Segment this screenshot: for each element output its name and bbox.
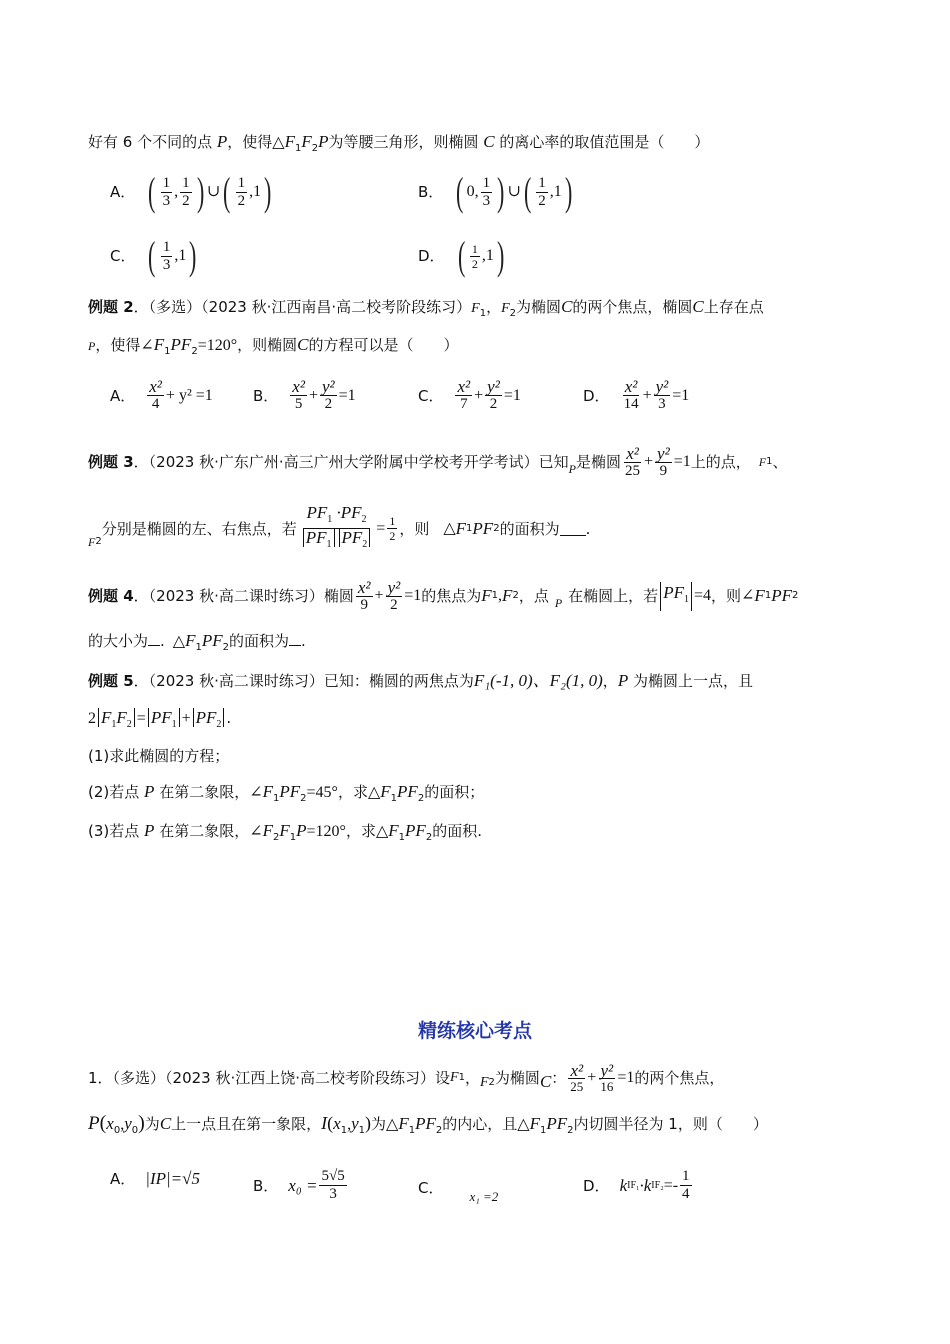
option-label: D． bbox=[418, 247, 445, 265]
p: P bbox=[318, 132, 329, 151]
var-p: P bbox=[216, 132, 228, 151]
ex2-line-1: 例题 2．（多选）（2023 秋·江西南昌·高二校考阶段练习）$F_1$，$F_2$为椭圆C的两个焦点，椭圆C上存在点 bbox=[88, 297, 764, 319]
ex5-q2: (2)若点 P 在第二象限，$\angle F_1PF_2=45^\circ$，求$\triangle F_1PF_2$的面积； bbox=[88, 782, 485, 804]
intro-option-b: B． ( 0 , $\frac{1}{3}$ ) ∪ ( $\frac{1}{2}$ , 1 ) bbox=[418, 169, 573, 214]
ex2-option-c: C． $\frac{\text{x²}}{7}$ + $\frac{\text{y²}}{2}$ =1 bbox=[418, 377, 521, 412]
option-label: B． bbox=[418, 183, 444, 201]
section-title: 精练核心考点 bbox=[417, 1020, 532, 1042]
ex5-line-1: 例题 5．（2023 秋·高二课时练习）已知：椭圆的两焦点为F₁(-1, 0)、F₂(1, 0)，P 为椭圆上一点，且 bbox=[88, 671, 753, 690]
ex3-line-2: F 2 分别是椭圆的左、右焦点，若 $\frac{PF_1 \cdot PF_2}{PF_1 PF_2}$ = $\frac{1}{2}$ ，则 △ F 1 PF 2 的面积为 . bbox=[88, 503, 591, 550]
f1: F bbox=[284, 132, 295, 151]
intro-text-a: 好有 6 个不同的点 bbox=[88, 133, 217, 151]
ex2-option-d: D． $\frac{\text{x²}}{14}$ + $\frac{\text{y²}}{3}$ =1 bbox=[583, 377, 690, 412]
f2: F bbox=[301, 132, 312, 151]
ex2-line-2: P，使得$\angle F_1PF_2=120^\circ$，则椭圆C的方程可以是（ ） bbox=[88, 335, 459, 357]
intro-text-c: 为等腰三角形，则椭圆 bbox=[328, 133, 484, 151]
ex2-option-b: B． $\frac{\text{x²}}{5}$ + $\frac{\text{y²}}{2}$ =1 bbox=[253, 377, 356, 412]
intro-text-b: ，使得 bbox=[227, 133, 273, 151]
intro-option-c: C． ( $\frac{1}{3}$ , 1 ) bbox=[110, 233, 197, 278]
ex2-option-a: A． $\frac{\text{x²}}{4}$ + y² =1 bbox=[110, 377, 213, 412]
option-label: C． bbox=[110, 247, 136, 265]
ex5-line-2: 2 $F_1F_2 = PF_1 + PF_2$ . bbox=[88, 708, 232, 730]
triangle-symbol: △ bbox=[272, 134, 285, 151]
foci: F₁(-1, 0)、F₂(1, 0) bbox=[473, 671, 603, 690]
ex5-q3: (3)若点 P 在第二象限，$\angle F_2F_1P=120^\circ$，求$\triangle F_1PF_2$的面积. bbox=[88, 821, 482, 843]
answer-blank bbox=[560, 521, 586, 536]
ex4-line-2: 的大小为 . $\triangle F_1PF_2$的面积为 . bbox=[88, 631, 306, 653]
ex2-title: 例题 2 bbox=[88, 298, 134, 316]
ex5-q1: (1)求此椭圆的方程； bbox=[88, 747, 230, 765]
intro-option-a: A． ( $\frac{1}{3}$ , $\frac{1}{2}$ ) ∪ ( $\frac{1}{2}$ , 1 ) bbox=[110, 169, 272, 214]
intro-text-d: 的离心率的取值范围是（ ） bbox=[494, 133, 710, 151]
var-c: C bbox=[483, 132, 495, 151]
p1-option-b: B． x₀ = $\frac{5√5}{3}$ bbox=[253, 1168, 345, 1202]
p1-option-d: D． k IF₁ ·k IF₂ =- $\frac{1}{4}$ bbox=[583, 1168, 690, 1202]
intro-option-d: D． ( $\frac{1}{2}$ , 1 ) bbox=[418, 233, 505, 278]
p1-option-a: A． |IP|=√5 bbox=[110, 1169, 200, 1188]
ex4-line-1: 例题 4 ．（2023 秋·高二课时练习）椭圆 $\frac{\text{x²}}{9}$ + $\frac{\text{y²}}{2}$ =1 的焦点为 F 1 , F 2 ，点 P 在椭圆上，若 $PF_1$ =4 ，则 ∠ F 1 PF 2 bbox=[88, 577, 799, 613]
option-label: A． bbox=[110, 183, 136, 201]
ex3-line-1: 例题 3 ．（2023 秋·广东广州·高三广州大学附属中学校考开学考试）已知 P 是椭圆 $\frac{\text{x²}}{25}$ + $\frac{\text{y²}}{9}$ =1 上的点， F 1 、 bbox=[88, 443, 788, 479]
p1-line-1: 1 ．（多选）（2023 秋·江西上饶·高二校考阶段练习）设 F 1 ， F 2 为椭圆 C ： $\frac{\text{x²}}{25}$ + $\frac{\text{y²}}{16}$ =1 的两个焦点， bbox=[88, 1060, 725, 1094]
p1-option-c: C． x₁ =2 bbox=[418, 1179, 499, 1204]
p1-line-2: $P(x_0,y_0)$为C上一点且在第一象限，$I(x_1,y_1)$为$\triangle F_1PF_2$的内心，且$\triangle F_1PF_2$内切圆半径为 1，则（ ） bbox=[88, 1112, 768, 1136]
intro-line: 好有 6 个不同的点 P，使得$\triangle F_1F_2P$为等腰三角形，则椭圆 C 的离心率的取值范围是（ ） bbox=[88, 132, 710, 154]
